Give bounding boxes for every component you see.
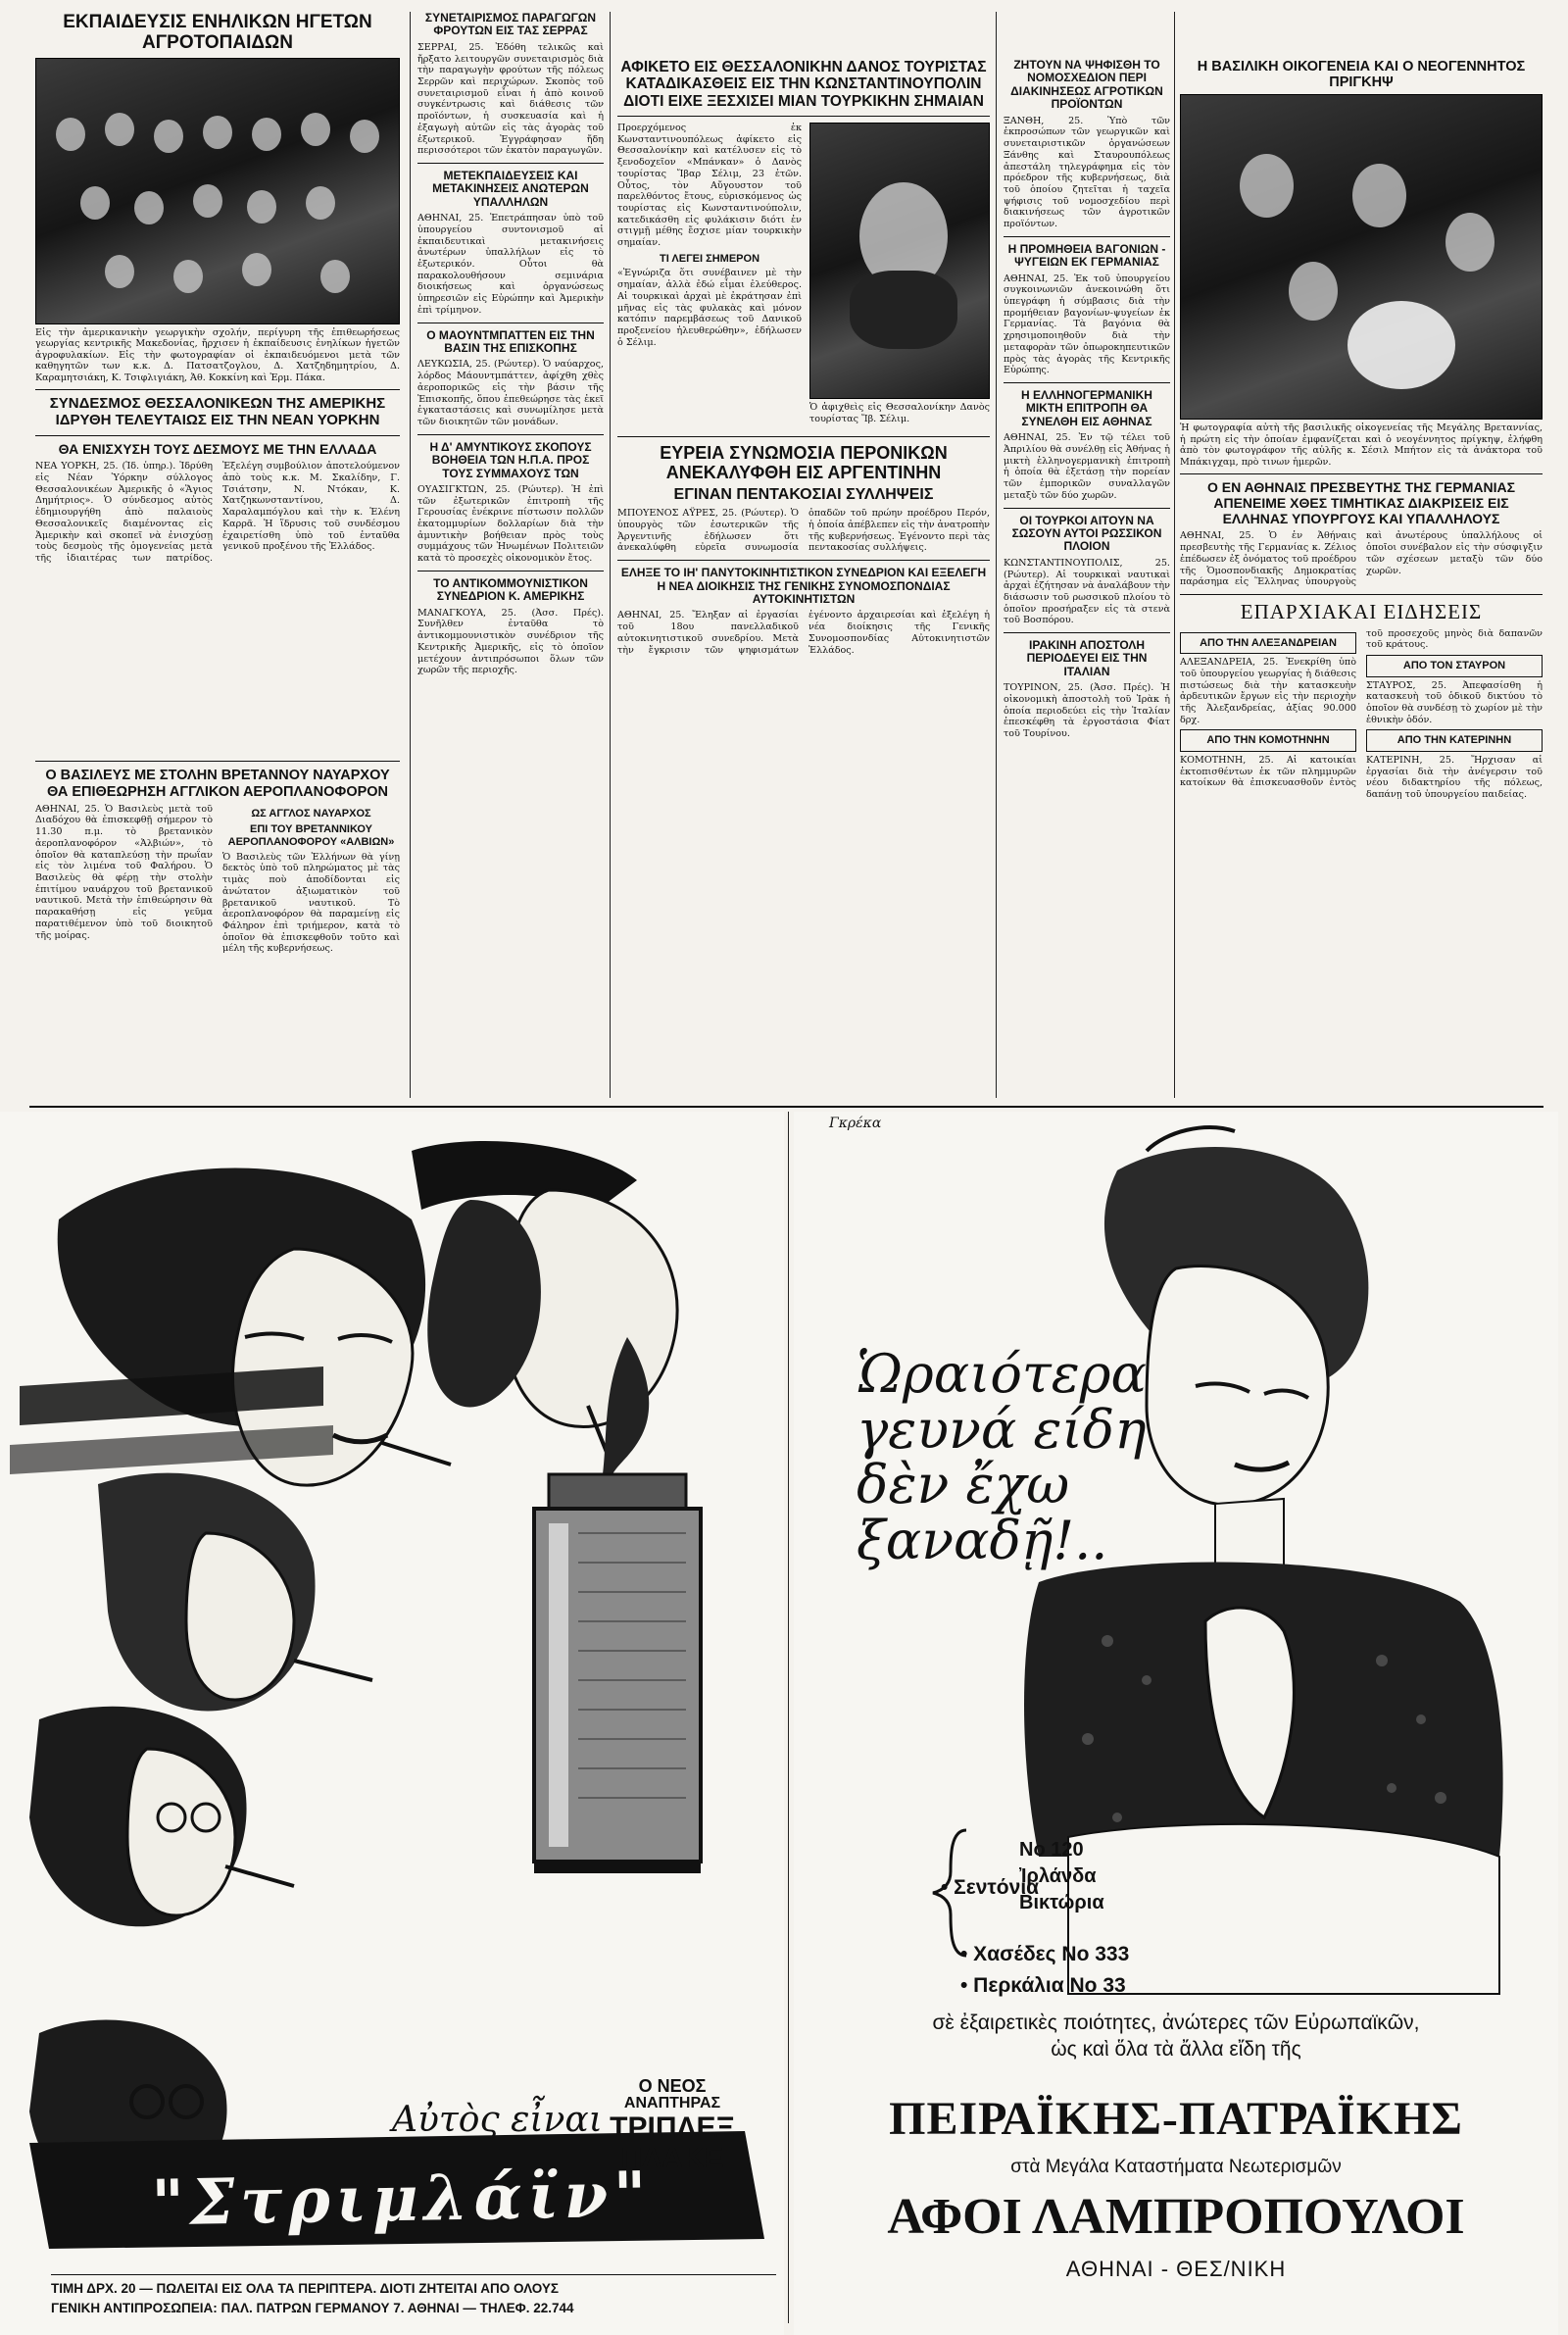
ad-lighter-footer [51,2274,776,2319]
ad-product-line1: Ο ΝΕΟΣ [638,2076,707,2096]
article-drivers-congress: ΑΘΗΝΑΙ, 25. Ἔληξαν αἱ ἐργασίαι τοῦ 18ου πανελλαδικοῦ αὐτοκινητιστικοῦ συνεδρίου. Μετὰ τὴν ἔγκρισιν τῶν ψηφισμάτων ἐγένοντο ἀρχαιρεσίαι καὶ ἐξελέγη ἡ νέα διοίκησις τῆς Γενικῆς Συνομοσπονδίας Αὐτοκινητιστῶν Ἑλλάδος. [617,610,990,656]
ad-signature: Γκρέκα [829,1116,882,1131]
ad-script-line2: γευνά είδη [857,1398,1147,1461]
column-3 [617,59,990,1100]
subhead-komotini: ΑΠΟ ΤΗΝ ΚΟΜΟΤΗΝΗΝ [1180,729,1356,752]
headline-drivers-congress: ΕΛΗΞΕ ΤΟ ΙΗ' ΠΑΝΥΤΟΚΙΝΗΤΙΣΤΙΚΟΝ ΣΥΝΕΔΡΙΟΝ ΚΑΙ ΕΞΕΛΕΓΗ Η ΝΕΑ ΔΙΟΙΚΗΣΙΣ ΤΗΣ ΓΕΝΙΚΗΣ ΣΥΝΟΜΟΣΠΟΝΔΙΑΣ ΑΥΤΟΚΙΝΗΤΙΣΤΩΝ [620,566,987,606]
article-turks-russian-ship: ΚΩΝΣΤΑΝΤΙΝΟΥΠΟΛΙΣ, 25. (Ρώυτερ). Αἱ τουρκικαὶ ναυτικαὶ ἀρχαὶ ἐζήτησαν νὰ ἀναλάβουν τὴν διάσωσιν τοῦ ρωσσικοῦ πλοίου τὸ ὁποῖον προσήραξεν εἰς τὰ στενὰ τοῦ Βοσπόρου. [1004,557,1170,626]
column-1 [35,12,400,1100]
headline-peronist-plot: ΕΥΡΕΙΑ ΣΥΝΩΜΟΣΙΑ ΠΕΡΟΝΙΚΩΝ ΑΝΕΚΑΛΥΦΘΗ ΕΙΣ ΑΡΓΕΝΤΙΝΗΝ [660,443,948,483]
photo-caption: Εἰς τὴν ἀμερικανικὴν γεωργικὴν σχολήν, περίγυρη τῆς ἐπιθεωρήσεως γεωργίας κεντρικῆς Μακεδονίας, ἤρχισεν ἡ ἐκπαίδευσις ἐνηλίκων ἠγετῶν ἀγροφυλακίων. Εἰς τὴν φωτογραφίαν οἱ ἐκπαιδευόμενοι μετὰ τῶν καθηγητῶν των κ.κ. Δ. Πατσατζογλου, Δ. Χατζηδημητρίου, Δ. Καραμητσιάκη, Κ. Τσιφλιγιάκη, Ἀθ. Κοκκίνη καὶ Ἑρμ. Πάκα. [35,326,400,383]
article-fruit-coop: ΣΕΡΡΑΙ, 25. Ἐδόθη τελικῶς καὶ ἤρξατο λειτουργῶν συνεταιρισμὸς διὰ τὴν παραγωγὴν φρούτων τῆς πόλεως Σερρῶν καὶ περιχώρων. Σκοπὸς τοῦ συνεταιρισμοῦ εἶναι ἡ ἀπὸ κοινοῦ συγκέντρωσις καὶ διάθεσις τῶν προϊόντων, ἡ συσκευασία καὶ ἡ ἐξαγωγὴ αὐτῶν εἰς τὰς ἀγορὰς τοῦ ἐξωτερικοῦ. Ἐγγράφησαν ἤδη περισσότεροι τῶν ἑκατὸν παραγωγῶν. [417,41,604,157]
ad-store-name: ΑΦΟΙ ΛΑΜΠΡΟΠΟΥΛΟΙ [887,2189,1465,2245]
ad-product-line4: ΠΛΑΚΕ [620,2142,724,2175]
column-4 [1004,59,1170,1100]
article-danish-tourist: Προερχόμενος ἐκ Κωνσταντινουπόλεως ἀφίκετο εἰς Θεσσαλονίκην καὶ κατέλυσεν εἰς τὸ ξενοδοχεῖον «Μπάνκαν» ὁ Δανὸς τουρίστας Ἴβαρ Σέλιμ, 23 ἐτῶν. Οὗτος, τὸν Αὔγουστον τοῦ παρελθόντος ἔτους, εὑρισκόμενος ὡς τουρίστας εἰς Κωνσταντινούπολιν, κατεδικάσθη εἰς φυλάκισιν διότι ἐν στιγμῇ μέθης ἔσχισε μίαν τουρκικὴν σημαίαν. [617,123,802,249]
article-danish-tourist-today: «Ἐγνώριζα ὅτι συνέβαινεν μὲ τὴν σημαίαν, ἀλλὰ ἐδώ εἶμαι ἐλεύθερος. Αἱ τουρκικαὶ ἀρχαὶ μὲ ἐκράτησαν ἐπὶ μῆνας εἰς τὰς φυλακὰς καὶ μόνον κατόπιν παρεμβάσεως τοῦ Δανικοῦ προξενείου ἠλευθερώθην», ἐδήλωσεν ὁ Σέλιμ. [617,268,802,348]
headline-arrests: ΕΓΙΝΑΝ ΠΕΝΤΑΚΟΣΙΑΙ ΣΥΛΛΗΨΕΙΣ [673,486,934,504]
ad-slogan: Αὐτὸς εἶναι [392,2100,603,2140]
headline-civil-servants: ΜΕΤΕΚΠΑΙΔΕΥΣΕΙΣ ΚΑΙ ΜΕΤΑΚΙΝΗΣΕΙΣ ΑΝΩΤΕΡΩΝ ΥΠΑΛΛΗΛΩΝ [432,168,589,209]
ad-textiles-illustration [794,1112,1558,2335]
ad-footer-agency: ΓΕΝΙΚΗ ΑΝΤΙΠΡΟΣΩΠΕΙΑ: ΠΑΛ. ΠΑΤΡΩΝ ΓΕΡΜΑΝΟΥ 7. ΑΘΗΝΑΙ — ΤΗΛΕΦ. 22.744 [51,2301,574,2316]
photo-caption-royal: Ἡ φωτογραφία αὐτὴ τῆς βασιλικῆς οἰκογενείας τῆς Μεγάλης Βρεταννίας, ἡ πρώτη εἰς τὴν ὁποίαν ἐμφανίζεται καὶ ὁ νεογέννητος πρίγκηψ, ἐλήφθη ἀπὸ τὸν φωτογράφον τῆς αὐλῆς κ. Σέσιλ Μπήτον εἰς τὰ ἀνάκτορα τοῦ Μπάκιγχαμ, πρὸ τινων ἡμερῶν. [1180,422,1543,468]
ad-cities: ΑΘΗΝΑΙ - ΘΕΣ/ΝΙΚΗ [1065,2257,1287,2281]
ad-script-headline [857,1343,1147,1572]
ad-footer-price: ΤΙΜΗ ΔΡΧ. 20 — ΠΩΛΕΙΤΑΙ ΕΙΣ ΟΛΑ ΤΑ ΠΕΡΙΠΤΕΡΑ. ΔΙΟΤΙ ΖΗΤΕΙΤΑΙ ΑΠΟ ΟΛΟΥΣ [51,2281,560,2296]
article-katerini: ΚΑΤΕΡΙΝΗ, 25. Ἤρχισαν αἱ ἐργασίαι διὰ τὴν ἀνέγερσιν τοῦ νέου διδακτηρίου τῆς πόλεως, δαπάνῃ τοῦ ὑπουργείου παιδείας. [1366,755,1543,801]
article-mountbatten: ΛΕΥΚΩΣΙΑ, 25. (Ρώυτερ). Ὁ ναύαρχος, λόρδος Μάουντμπάττεν, ἀφίχθη χθὲς ἀεροπορικῶς εἰς τὴν βάσιν τῆς Ἐπισκοπῆς, ὅπου ἐπεθεώρησε τὰς ἐκεῖ ἐγκαταστάσεις καὶ συνωμίλησε μετὰ τῶν διοικητῶν τῶν μονάδων. [417,359,604,427]
article-refrigerator-wagons: ΑΘΗΝΑΙ, 25. Ἐκ τοῦ ὑπουργείου συγκοινωνιῶν ἀνεκοινώθη ὅτι ὑπεγράφη ἡ σύμβασις διὰ τὴν προμήθειαν βαγονίων-ψυγείων ἐκ Γερμανίας. Τὰ βαγόνια θὰ χρησιμοποιηθοῦν διὰ τὴν μεταφορὰν τῶν ὀπωροκηπευτικῶν πρὸς τὰς ἀγορὰς τῆς Κεντρικῆς Εὐρώπης. [1004,273,1170,376]
headline-iraqi-mission: ΙΡΑΚΙΝΗ ΑΠΟΣΤΟΛΗ ΠΕΡΙΟΔΕΥΕΙ ΕΙΣ ΤΗΝ ΙΤΑΛΙΑΝ [1026,638,1148,678]
headline-ties-greece: ΘΑ ΕΝΙΣΧΥΣΗ ΤΟΥΣ ΔΕΣΜΟΥΣ ΜΕ ΤΗΝ ΕΛΛΑΔΑ [58,440,377,457]
ad-product-line3: ΤΡΙΠΛΕΞ [610,2111,735,2144]
headline-agri-bill: ΖΗΤΟΥΝ ΝΑ ΨΗΦΙΣΘΗ ΤΟ ΝΟΜΟΣΧΕΔΙΟΝ ΠΕΡΙ ΔΙΑΚΙΝΗΣΕΩΣ ΑΓΡΟΤΙΚΩΝ ΠΡΟΪΟΝΤΩΝ [1010,59,1163,112]
ad-script-line1: Ὡραιότερα [857,1343,1147,1405]
article-civil-servants: ΑΘΗΝΑΙ, 25. Ἐπετράπησαν ὑπὸ τοῦ ὑπουργείου συντονισμοῦ αἱ ἐκπαιδευτικαὶ μετακινήσεις ἀνωτέρων ὑπαλλήλων εἰς τὸ ἐξωτερικόν. Οὗτοι θὰ παρακολουθήσουν σεμινάρια διοικήσεως καὶ ὀργανώσεως ὑπηρεσιῶν εἰς Εὐρώπην καὶ Ἀμερικὴν ἐπὶ τρίμηνον. [417,213,604,316]
ad-tagline: σὲ ἐξαιρετικὲς ποιότητες, ἀνώτερες τῶν Εὐρωπαϊκῶν, ὡς καὶ ὅλα τὰ ἄλλα εἴδη τῆς [932,2012,1420,2062]
ad-item-sheets-options [1019,1837,1196,1916]
headline-king-admiral: Ο ΒΑΣΙΛΕΥΣ ΜΕ ΣΤΟΛΗΝ ΒΡΕΤΑΝΝΟΥ ΝΑΥΑΡΧΟΥ ΘΑ ΕΠΙΘΕΩΡΗΣΗ ΑΓΓΛΙΚΟΝ ΑΕΡΟΠΛΑΝΟΦΟΡΟΝ [45,768,390,800]
headline-greek-german-committee: Η ΕΛΛΗΝΟΓΕΡΜΑΝΙΚΗ ΜΙΚΤΗ ΕΠΙΤΡΟΠΗ ΘΑ ΣΥΝΕΛΘΗ ΕΙΣ ΑΘΗΝΑΣ [1021,387,1152,428]
article-greek-german-committee: ΑΘΗΝΑΙ, 25. Ἐν τῷ τέλει τοῦ Ἀπριλίου θὰ συνέλθῃ εἰς Ἀθήνας ἡ μικτὴ ἑλληνογερμανικὴ ἐπιτροπὴ ἡ ὁποία θὰ ἐξετάσῃ τὴν πορείαν τῶν ἐμπορικῶν συναλλαγῶν μεταξὺ τῶν δύο χωρῶν. [1004,432,1170,501]
article-german-ambassador: ΑΘΗΝΑΙ, 25. Ὁ ἐν Ἀθήναις πρεσβευτὴς τῆς Γερμανίας κ. Ζέλιος ἐπέδωσεν ἐξ ὀνόματος τοῦ προέδρου τῆς Ὁμοσπονδιακῆς Δημοκρατίας παράσημα εἰς Ἕλληνας ὑπουργοὺς καὶ ἀνωτέρους ὑπαλλήλους οἱ ὁποῖοι συνέβαλον εἰς τὴν σύσφιγξιν τῶν σχέσεων μεταξὺ τῶν δύο χωρῶν. [1180,530,1543,588]
headline-regional-news: ΕΠΑΡΧΙΑΚΑΙ ΕΙΔΗΣΕΙΣ [1240,600,1483,623]
article-alexandreia: ΑΛΕΞΑΝΔΡΕΙΑ, 25. Ἐνεκρίθη ὑπὸ τοῦ ὑπουργείου γεωργίας ἡ διάθεσις πιστώσεως διὰ τὴν κατασκευὴν ἀρδευτικῶν ἔργων εἰς τὴν περιοχὴν τῆς Ἀλεξανδρείας, ἀξίας 90.000 δρχ. [1180,657,1356,725]
subhead-albion: ΕΠΙ ΤΟΥ ΒΡΕΤΑΝΝΙΚΟΥ ΑΕΡΟΠΛΑΝΟΦΟΡΟΥ «ΑΛΒΙΩΝ» [227,823,395,849]
ad-item-hases: • Χασέδες Νο 333 [960,1943,1130,1965]
ad-item-sheets-opt3: Βικτώρια [1019,1892,1104,1913]
photo-students-group [35,58,400,324]
ad-lighter-brand: "Στριμλάϊν" [150,2158,654,2241]
subhead-alexandreia: ΑΠΟ ΤΗΝ ΑΛΕΞΑΝΔΡΕΙΑΝ [1180,632,1356,655]
headline-turks-russian-ship: ΟΙ ΤΟΥΡΚΟΙ ΑΙΤΟΥΝ ΝΑ ΣΩΣΟΥΝ ΑΥΤΟΙ ΡΩΣΣΙΚΟΝ ΠΛΟΙΟΝ [1011,513,1162,554]
photo-royal-family [1180,94,1543,420]
subhead-katerini: ΑΠΟ ΤΗΝ ΚΑΤΕΡΙΝΗΝ [1366,729,1543,752]
ad-script-line3: δὲν ἔχω [857,1454,1070,1516]
headline-thessaloniki-society: ΣΥΝΔΕΣΜΟΣ ΘΕΣΣΑΛΟΝΙΚΕΩΝ ΤΗΣ ΑΜΕΡΙΚΗΣ ΙΔΡΥΘΗ ΤΕΛΕΥΤΑΙΩΣ ΕΙΣ ΤΗΝ ΝΕΑΝ ΥΟΡΚΗΝ [49,395,386,428]
article-peronist-plot: ΜΠΟΥΕΝΟΣ ΑΫΡΕΣ, 25. (Ρώυτερ). Ὁ ὑπουργὸς τῶν ἐσωτερικῶν τῆς Ἀργεντινῆς ἐδήλωσεν ὅτι ἀνεκαλύφθη εὐρεῖα συνωμοσία ὀπαδῶν τοῦ πρώην προέδρου Περόν, ἡ ὁποία ἀπέβλεπεν εἰς τὴν ἀνατροπὴν τῆς κυβερνήσεως. Ἐγένοντο περὶ τὰς πεντακοσίας συλλήψεις. [617,508,990,554]
subhead-stavros: ΑΠΟ ΤΟΝ ΣΤΑΥΡΟΝ [1366,655,1543,677]
headline-german-ambassador: Ο ΕΝ ΑΘΗΝΑΙΣ ΠΡΕΣΒΕΥΤΗΣ ΤΗΣ ΓΕΡΜΑΝΙΑΣ ΑΠΕΝΕΙΜΕ ΧΘΕΣ ΤΙΜΗΤΙΚΑΣ ΔΙΑΚΡΙΣΕΙΣ ΕΙΣ ΕΛΛΗΝΑΣ ΥΠΟΥΡΓΟΥΣ ΚΑΙ ΥΠΑΛΛΗΛΟΥΣ [1207,479,1515,526]
ad-item-percale: • Περκάλια Νο 33 [960,1974,1126,1997]
ad-textiles [794,1112,1558,2335]
photo-caption-tourist: Ὁ ἀφιχθεὶς εἰς Θεσσαλονίκην Δανὸς τουρίστας Ἴβ. Σέλιμ. [809,402,990,424]
ad-item-sheets: • Σεντόνια [941,1876,1040,1899]
ad-item-sheets-opt2: Ἰρλάνδα [1019,1865,1097,1887]
subhead-admiral: ΩΣ ΑΓΓΛΟΣ ΝΑΥΑΡΧΟΣ [251,807,371,820]
headline-royal-family: Η ΒΑΣΙΛΙΚΗ ΟΙΚΟΓΕΝΕΙΑ ΚΑΙ Ο ΝΕΟΓΕΝΝΗΤΟΣ ΠΡΙΓΚΗΨ [1197,59,1526,91]
photo-danish-tourist [809,123,990,399]
article-thessaloniki-society: ΝΕΑ ΥΟΡΚΗ, 25. (Ἰδ. ὑπηρ.). Ἰδρύθη εἰς Νέαν Ὑόρκην σύλλογος Θεσσαλονικέων Ἀμερικῆς ὁ «Ἅγιος Δημήτριος». Ὁ σύνδεσμος αὐτὸς ἐδημιουργήθη ἀπὸ παλαιοὺς Θεσσαλονικεῖς διαμένοντας εἰς Ἀμερικὴν καὶ σκοπεῖ νὰ ἐνισχύσῃ τοὺς δεσμοὺς τῆς ὁμογενείας μετὰ τῆς ἰδιαιτέρας των πατρίδος. Ἐξελέγη συμβούλιον ἀποτελούμενον ἀπὸ τοὺς κ.κ. Μ. Σκαλίδην, Γ. Τσιάτσην, Ν. Ντόκαν, Κ. Χατζηκωνσταντίνου, Δ. Χαραλαμπόγλου καὶ τὴν κ. Ἑλένη Καρρᾶ. Ἡ ἵδρυσις τοῦ συνδέσμου ἐχαιρετίσθη ὑπὸ τοῦ ἐνταῦθα γενικοῦ προξένου τῆς Ἑλλάδος. [35,461,400,564]
article-king-admiral: ΑΘΗΝΑΙ, 25. Ὁ Βασιλεὺς μετὰ τοῦ Διαδόχου θὰ ἐπισκεφθῇ σήμερον τὸ 11.30 π.μ. τὸ βρετανικὸν ἀεροπλανοφόρον «Ἀλβιών», τὸ ὁποῖον θὰ καταπλεύσῃ τὴν πρωΐαν εἰς τὸν λιμένα τοῦ Φαλήρου. Ὁ Βασιλεὺς θὰ φέρῃ τὴν στολὴν ἐπιτίμου ναυάρχου τοῦ βρετανικοῦ ναυτικοῦ. Μετὰ τὴν ἐπιθεώρησιν θὰ παρακαθήσῃ εἰς γεῦμα παρατιθέμενον ὑπὸ τοῦ διοικητοῦ τῆς μοίρας. [35,803,213,941]
article-anticommunist-congress: ΜΑΝΑΓΚΟΥΑ, 25. (Ἀσσ. Πρές). Συνῆλθεν ἐνταῦθα τὸ ἀντικομμουνιστικὸν συνέδριον τῆς Κεντρικῆς Ἀμερικῆς, εἰς τὸ ὁποῖον μετέχουν ἀντιπρόσωποι ὅλων τῶν χωρῶν τῆς περιοχῆς. [417,607,604,676]
subhead-today: ΤΙ ΛΕΓΕΙ ΣΗΜΕΡΟΝ [659,252,760,265]
ad-script-line4: ξαναδῇ!.. [857,1510,1108,1572]
headline-adult-education: ΕΚΠΑΙΔΕΥΣΙΣ ΕΝΗΛΙΚΩΝ ΗΓΕΤΩΝ ΑΓΡΟΤΟΠΑΙΔΩΝ [63,12,372,54]
ad-lighter [0,1112,784,2335]
article-albion: Ὁ Βασιλεὺς τῶν Ἑλλήνων θὰ γίνῃ δεκτὸς ὑπὸ τοῦ πληρώματος μὲ τὰς τιμὰς ποὺ ἀποδίδονται εἰς ἀνώτατον ἀξιωματικὸν τοῦ βρετανικοῦ ναυτικοῦ. Τὸ ἀεροπλανοφόρον θὰ παραμείνῃ εἰς Φάληρον ἐπὶ τριήμερον, κατὰ τὸ ὁποῖον θὰ ἐπισκεφθοῦν τοῦτο καὶ μέλη τῆς κυβερνήσεως. [222,851,400,955]
ad-brand-peiraiki: ΠΕΙΡΑΪΚΗΣ-ΠΑΤΡΑΪΚΗΣ [889,2093,1463,2145]
article-komotini: ΚΟΜΟΤΗΝΗ, 25. Αἱ κατοικίαι ἐκτοπισθέντων ἐκ τῶν πλημμυρῶν κατοίκων θὰ ἐπισκευασθοῦν ἐντὸς τοῦ προσεχοῦς μηνὸς διὰ δαπανῶν τοῦ κράτους. [1180,627,1543,789]
article-agri-bill: ΞΑΝΘΗ, 25. Ὑπὸ τῶν ἐκπροσώπων τῶν γεωργικῶν καὶ συνεταιριστικῶν ὀργανώσεων Ξάνθης καὶ Σταυρουπόλεως ἀπεστάλη τηλεγράφημα εἰς τὸν πρόεδρον τῆς κυβερνήσεως, διὰ τοῦ ὁποίου ζητεῖται ἡ ταχεῖα ψήφισις τοῦ νομοσχεδίου περὶ διακινήσεως τῶν ἀγροτικῶν προϊόντων. [1004,115,1170,230]
ad-product-line2: ΑΝΑΠΤΗΡΑΣ [623,2094,721,2111]
headline-danish-tourist: ΑΦΙΚΕΤΟ ΕΙΣ ΘΕΣΣΑΛΟΝΙΚΗΝ ΔΑΝΟΣ ΤΟΥΡΙΣΤΑΣ ΚΑΤΑΔΙΚΑΣΘΕΙΣ ΕΙΣ ΤΗΝ ΚΩΝΣΤΑΝΤΙΝΟΥΠΟΛΙΝ ΔΙΟΤΙ ΕΙΧΕ ΞΕΣΧΙΣΕΙ ΜΙΑΝ ΤΟΥΡΚΙΚΗΝ ΣΗΜΑΙΑΝ [620,59,987,110]
article-us-aid: ΟΥΑΣΙΓΚΤΩΝ, 25. (Ρώυτερ). Ἡ ἐπὶ τῶν ἐξωτερικῶν ἐπιτροπὴ τῆς Γερουσίας ἐνέκρινε πίστωσιν πολλῶν ἑκατομμυρίων δολλαρίων διὰ τὴν ἀμυντικὴν βοήθειαν πρὸς τοὺς συμμάχους τῶν Ἡνωμένων Πολιτειῶν κατὰ τὸ προσεχὲς οἰκονομικὸν ἔτος. [417,483,604,565]
headline-anticommunist-congress: ΤΟ ΑΝΤΙΚΟΜΜΟΥΝΙΣΤΙΚΟΝ ΣΥΝΕΔΡΙΟΝ Κ. ΑΜΕΡΙΚΗΣ [433,575,588,604]
headline-mountbatten: Ο ΜΑΟΥΝΤΜΠΑΤΤΕΝ ΕΙΣ ΤΗΝ ΒΑΣΙΝ ΤΗΣ ΕΠΙΣΚΟΠΗΣ [426,327,595,355]
article-stavros: ΣΤΑΥΡΟΣ, 25. Ἀπεφασίσθη ἡ κατασκευὴ τοῦ ὁδικοῦ δικτύου τὸ ὁποῖον θὰ συνδέσῃ τὸ χωρίον μὲ τὴν ἐθνικὴν ὁδόν. [1366,679,1543,725]
headline-us-aid: Η Δ' ΑΜΥΝΤΙΚΟΥΣ ΣΚΟΠΟΥΣ ΒΟΗΘΕΙΑ ΤΩΝ Η.Π.Α. ΠΡΟΣ ΤΟΥΣ ΣΥΜΜΑΧΟΥΣ ΤΩΝ [429,439,592,480]
ad-stores: στὰ Μεγάλα Καταστήματα Νεωτερισμῶν [1010,2157,1342,2177]
article-iraqi-mission: ΤΟΥΡΙΝΟΝ, 25. (Ἀσσ. Πρές). Ἡ οἰκονομικὴ ἀποστολὴ τοῦ Ἰρὰκ ἡ ὁποία περιοδεύει εἰς τὴν Ἰταλίαν ἐπεσκέφθη τὰ ἐργοστάσια Φίατ τοῦ Τουρίνου. [1004,682,1170,740]
column-2 [417,12,604,1100]
ad-item-sheets-opt1: Νο 120 [1019,1839,1084,1861]
column-5 [1180,59,1543,1100]
headline-refrigerator-wagons: Η ΠΡΟΜΗΘΕΙΑ ΒΑΓΟΝΙΩΝ - ΨΥΓΕΙΩΝ ΕΚ ΓΕΡΜΑΝΙΑΣ [1007,241,1166,270]
headline-fruit-coop: ΣΥΝΕΤΑΙΡΙΣΜΟΣ ΠΑΡΑΓΩΓΩΝ ΦΡΟΥΤΩΝ ΕΙΣ ΤΑΣ ΣΕΡΡΑΣ [424,12,597,38]
